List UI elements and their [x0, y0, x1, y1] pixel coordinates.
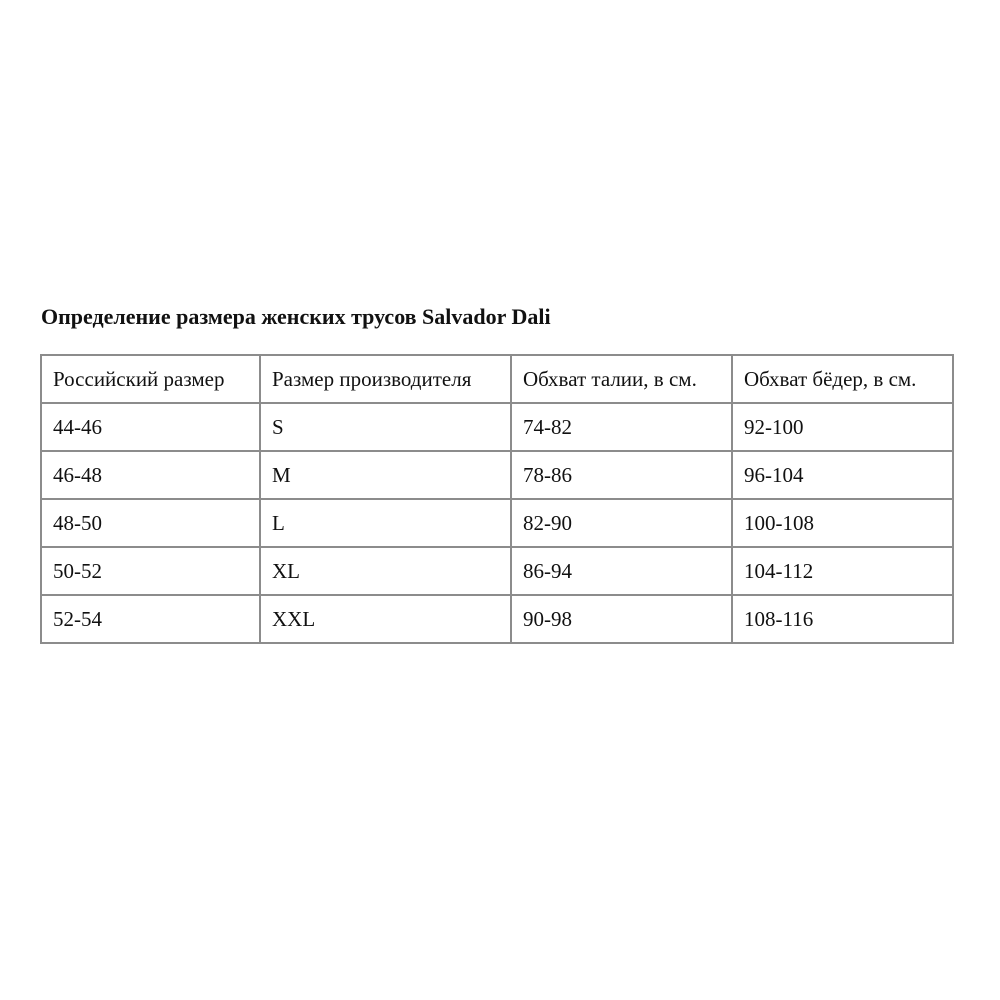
cell-russian-size: 50-52 [41, 547, 260, 595]
header-hips-cm: Обхват бёдер, в см. [732, 355, 953, 403]
cell-waist: 90-98 [511, 595, 732, 643]
header-russian-size: Российский размер [41, 355, 260, 403]
cell-waist: 86-94 [511, 547, 732, 595]
cell-hips: 92-100 [732, 403, 953, 451]
cell-waist: 78-86 [511, 451, 732, 499]
table-header-row [41, 355, 953, 403]
cell-waist: 74-82 [511, 403, 732, 451]
cell-waist: 82-90 [511, 499, 732, 547]
cell-russian-size: 52-54 [41, 595, 260, 643]
cell-hips: 100-108 [732, 499, 953, 547]
page-title: Определение размера женских трусов Salvador Dali [41, 304, 551, 329]
header-manufacturer-size: Размер производителя [260, 355, 511, 403]
table-row [41, 595, 953, 643]
cell-manufacturer-size: S [260, 403, 511, 451]
cell-hips: 96-104 [732, 451, 953, 499]
cell-hips: 104-112 [732, 547, 953, 595]
cell-manufacturer-size: M [260, 451, 511, 499]
cell-russian-size: 46-48 [41, 451, 260, 499]
cell-russian-size: 48-50 [41, 499, 260, 547]
table-row [41, 499, 953, 547]
table-row [41, 451, 953, 499]
cell-manufacturer-size: L [260, 499, 511, 547]
table-row [41, 547, 953, 595]
cell-manufacturer-size: XXL [260, 595, 511, 643]
cell-hips: 108-116 [732, 595, 953, 643]
cell-russian-size: 44-46 [41, 403, 260, 451]
cell-manufacturer-size: XL [260, 547, 511, 595]
size-chart-table [40, 354, 954, 644]
header-waist-cm: Обхват талии, в см. [511, 355, 732, 403]
table-row [41, 403, 953, 451]
